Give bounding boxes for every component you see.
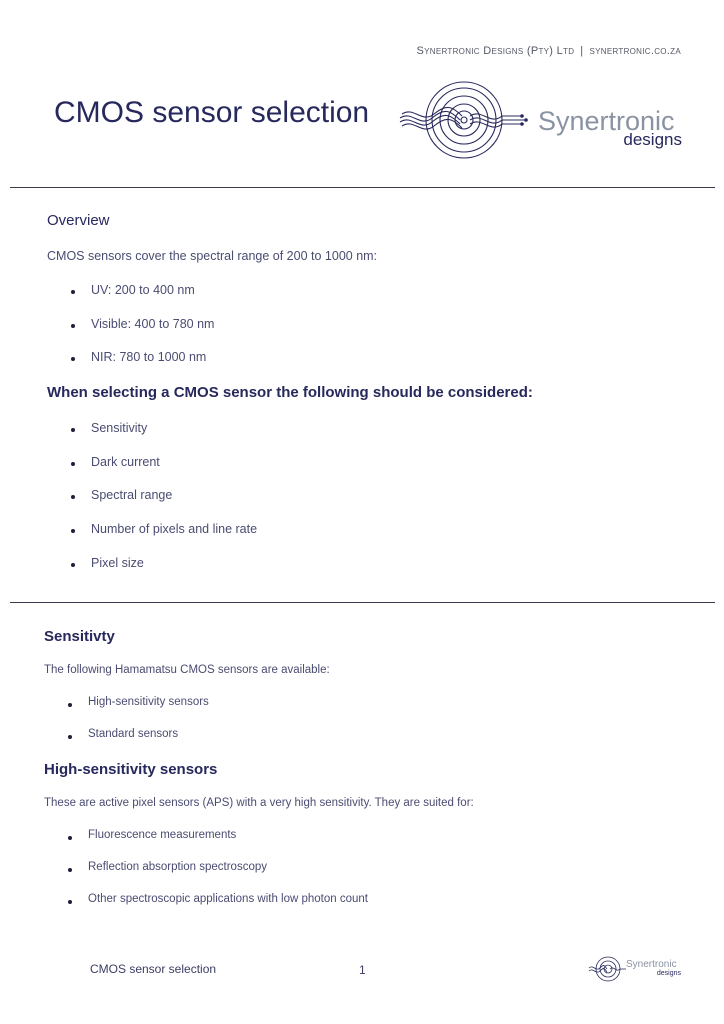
sensitivity-intro: The following Hamamatsu CMOS sensors are available: xyxy=(44,664,330,676)
high-sensitivity-heading: High-sensitivity sensors xyxy=(44,761,218,778)
considerations-heading: When selecting a CMOS sensor the following should be considered: xyxy=(47,384,533,401)
high-sensitivity-intro: These are active pixel sensors (APS) with a very high sensitivity. They are suited for: xyxy=(44,797,474,809)
list-item: Spectral range xyxy=(91,488,172,502)
company-logo xyxy=(398,80,690,166)
bullet-icon xyxy=(68,900,72,904)
bullet-icon xyxy=(68,735,72,739)
footer-logo xyxy=(588,955,683,985)
bullet-icon xyxy=(68,703,72,707)
synertronic-wave-logo-icon xyxy=(588,955,628,985)
list-item: Sensitivity xyxy=(91,421,147,435)
bullet-icon xyxy=(71,462,75,466)
list-item: UV: 200 to 400 nm xyxy=(91,283,195,297)
bullet-icon xyxy=(68,868,72,872)
list-item: High-sensitivity sensors xyxy=(88,696,209,708)
footer-logo-brand-subtitle: designs xyxy=(656,970,681,977)
document-header xyxy=(417,45,682,57)
list-item: Dark current xyxy=(91,455,160,469)
synertronic-wave-logo-icon xyxy=(398,80,538,166)
sensitivity-heading: Sensitivty xyxy=(44,628,115,645)
header-separator: | xyxy=(580,45,584,57)
bullet-icon xyxy=(71,529,75,533)
bullet-icon xyxy=(71,563,75,567)
bullet-icon xyxy=(71,428,75,432)
bullet-icon xyxy=(71,495,75,499)
list-item: Number of pixels and line rate xyxy=(91,522,257,536)
list-item: Standard sensors xyxy=(88,728,178,740)
list-item: Fluorescence measurements xyxy=(88,829,236,841)
overview-heading: Overview xyxy=(47,212,110,229)
page-title: CMOS sensor selection xyxy=(54,96,370,129)
page-number: 1 xyxy=(359,963,366,977)
bullet-icon xyxy=(68,836,72,840)
footer-logo-brand-name: Synertronic xyxy=(626,959,677,970)
company-website: synertronic.co.za xyxy=(589,45,681,57)
list-item: Reflection absorption spectroscopy xyxy=(88,861,267,873)
company-name: Synertronic Designs (Pty) Ltd xyxy=(416,45,575,57)
overview-intro: CMOS sensors cover the spectral range of 200 to 1000 nm: xyxy=(47,249,378,263)
list-item: NIR: 780 to 1000 nm xyxy=(91,350,206,364)
divider-middle xyxy=(10,602,715,603)
list-item: Visible: 400 to 780 nm xyxy=(91,317,214,331)
bullet-icon xyxy=(71,357,75,361)
bullet-icon xyxy=(71,290,75,294)
list-item: Pixel size xyxy=(91,556,144,570)
bullet-icon xyxy=(71,324,75,328)
list-item: Other spectroscopic applications with low photon count xyxy=(88,893,368,905)
footer-title: CMOS sensor selection xyxy=(90,962,217,976)
logo-brand-name: Synertronic xyxy=(538,106,675,136)
logo-brand-subtitle: designs xyxy=(623,130,682,149)
divider-top xyxy=(10,187,715,188)
